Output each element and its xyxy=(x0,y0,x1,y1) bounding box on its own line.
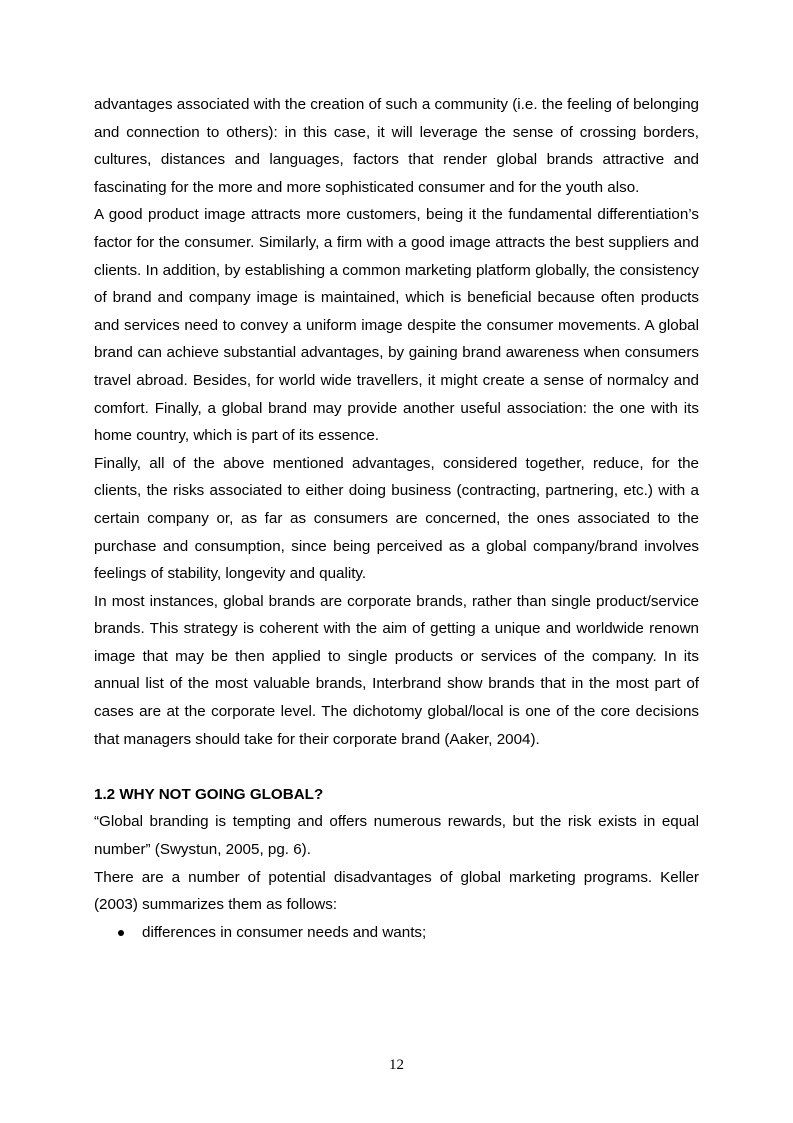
paragraph-corporate-brands: In most instances, global brands are corporate brands, rather than single product/service brands. This strategy is coherent with the aim of getting a unique and worldwide renown image that may be then applied to single products or services of the company. In its annual list of the most valuable brands, Interbrand show brands that in the most part of cases are at the corporate level. The dichotomy global/local is one of the core decisions that managers should take for their corporate brand (Aaker, 2004). xyxy=(94,592,699,748)
section-heading: 1.2 WHY NOT GOING GLOBAL? xyxy=(94,785,324,803)
paragraph-disadvantages-intro: There are a number of potential disadvantages of global marketing programs. Keller (2003) summarizes them as follows: xyxy=(94,868,699,914)
paragraph-quote: “Global branding is tempting and offers numerous rewards, but the risk exists in equal number” (Swystun, 2005, pg. 6). xyxy=(94,813,699,859)
page-number: 12 xyxy=(389,1057,404,1073)
bullet-icon xyxy=(118,930,124,936)
paragraph-community-advantages: advantages associated with the creation of such a community (i.e. the feeling of belonging and connection to others): in this case, it will leverage the sense of crossing borders, cultures, distances and languages, factors that render global brands attractive and fascinating for the more and more sophisticated consumer and for the youth also. xyxy=(94,96,699,196)
list-item-text: differences in consumer needs and wants; xyxy=(142,923,427,941)
list-item xyxy=(94,919,699,947)
bullet-list xyxy=(94,919,699,947)
paragraph-risk-reduction: Finally, all of the above mentioned advantages, considered together, reduce, for the clients, the risks associated to either doing business (contracting, partnering, etc.) with a certain company or, as far as consumers are concerned, the ones associated to the purchase and consumption, since being perceived as a global company/brand involves feelings of stability, longevity and quality. xyxy=(94,454,699,583)
paragraph-product-image: A good product image attracts more customers, being it the fundamental differentiation’s factor for the consumer. Similarly, a firm with a good image attracts the best suppliers and clients. In addition, by establishing a common marketing platform globally, the consistency of brand and company image is maintained, which is beneficial because often products and services need to convey a uniform image despite the consumer movements. A global brand can achieve substantial advantages, by gaining brand awareness when consumers travel abroad. Besides, for world wide travellers, it might create a sense of normalcy and comfort. Finally, a global brand may provide another useful association: the one with its home country, which is part of its essence. xyxy=(94,206,699,445)
document-body xyxy=(94,91,699,946)
